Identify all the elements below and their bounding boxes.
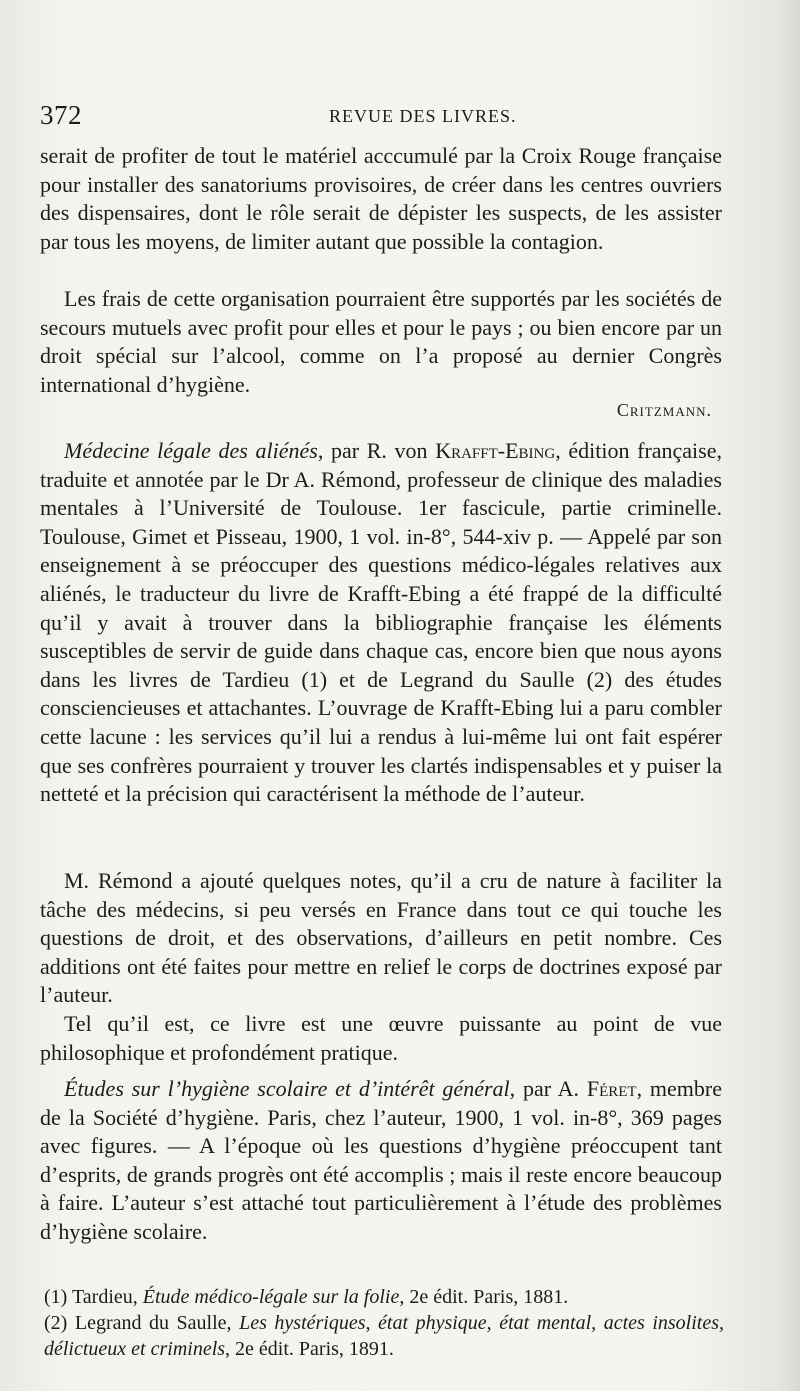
signature: Critzmann.	[616, 400, 712, 420]
footnote-1-marker: (1) Tardieu,	[44, 1286, 143, 1308]
footnotes	[44, 1284, 724, 1362]
review-medecine-legale	[40, 437, 722, 809]
footnote-2-title: Les hystériques, état physique, état mental, actes insolites, délictueux et criminels	[44, 1312, 724, 1360]
review-body: , édition française, traduite et annotée par le Dr A. Rémond, professeur de clinique des maladies mentales à l’Université de Toulouse. 1er fascicule, partie criminelle. Toulouse, Gimet et Pisseau, 1900, 1 vol. in-8°, 544-xiv p. — Appelé par son enseignement à se préoccuper des questions médico-légales relatives aux aliénés, le traducteur du livre de Krafft-Ebing a été frappé de la difficulté qu’il y avait à trouver dans la bibliographie française les éléments susceptibles de servir de guide dans chaque cas, encore bien que nous ayons dans les livres de Tardieu (1) et de Legrand du Saulle (2) des études consciencieuses et attachantes. L’ouvrage de Krafft-Ebing lui a paru combler cette lacune : les services qu’il lui a rendus à lui-même lui ont fait espérer que ses confrères pourraient y trouver les clartés indispensables et y puiser la netteté et la précision qui caractérisent la méthode de l’auteur.	[40, 438, 722, 807]
page-header	[40, 100, 740, 134]
author-name: Krafft-Ebing	[435, 438, 556, 463]
author-name: Féret	[586, 1076, 637, 1101]
paragraph-sanatoriums: serait de profiter de tout le matériel acccumulé par la Croix Rouge française pour installer des sanatoriums provisoires, de créer dans les centres ouvriers des dispensaires, dont le rôle serait de dépister les suspects, de les assister par tous les moyens, de limiter autant que possible la contagion.	[40, 143, 722, 254]
footnote-2-rest: , 2e édit. Paris, 1891.	[225, 1338, 394, 1360]
footnote-2-marker: (2) Legrand du Saulle,	[44, 1312, 240, 1334]
review-body: , membre de la Société d’hygiène. Paris, chez l’auteur, 1900, 1 vol. in-8°, 369 pages avec figures. — A l’époque où les questions d’hygiène préoccupent tant d’esprits, de grands progrès ont été accomplis ; mais il reste encore beaucoup à faire. L’auteur s’est attaché tout particulièrement à l’étude des problèmes d’hygiène scolaire.	[40, 1076, 722, 1244]
book-title: Études sur l’hygiène scolaire et d’intérêt général	[64, 1076, 510, 1101]
paragraph-remond-notes: M. Rémond a ajouté quelques notes, qu’il a cru de nature à faciliter la tâche des médecins, si peu versés en France dans tout ce qui touche les questions de droit, et des observations, d’ailleurs en petit nombre. Ces additions ont été faites pour mettre en relief le corps de doctrines exposé par l’auteur.	[40, 868, 722, 1008]
paragraph-conclusion: Tel qu’il est, ce livre est une œuvre puissante au point de vue philosophique et profondément pratique.	[40, 1011, 722, 1065]
running-head: REVUE DES LIVRES.	[329, 106, 517, 126]
author-prefix: , par A.	[509, 1076, 587, 1101]
book-title: Médecine légale des aliénés	[64, 438, 318, 463]
footnote-1-title: Étude médico-légale sur la folie	[142, 1286, 400, 1308]
footnote-2	[44, 1310, 724, 1362]
footnote-1-rest: , 2e édit. Paris, 1881.	[399, 1286, 569, 1308]
paragraph-funding: Les frais de cette organisation pourraient être supportés par les sociétés de secours mutuels avec profit pour elles et pour le pays ; ou bien encore par un droit spécial sur l’alcool, comme on l’a proposé au dernier Congrès international d’hygiène.	[40, 286, 722, 397]
footnote-1	[44, 1284, 724, 1310]
page-number: 372	[40, 100, 82, 130]
author-prefix: , par R. von	[317, 438, 436, 463]
review-hygiene-scolaire	[40, 1075, 722, 1247]
